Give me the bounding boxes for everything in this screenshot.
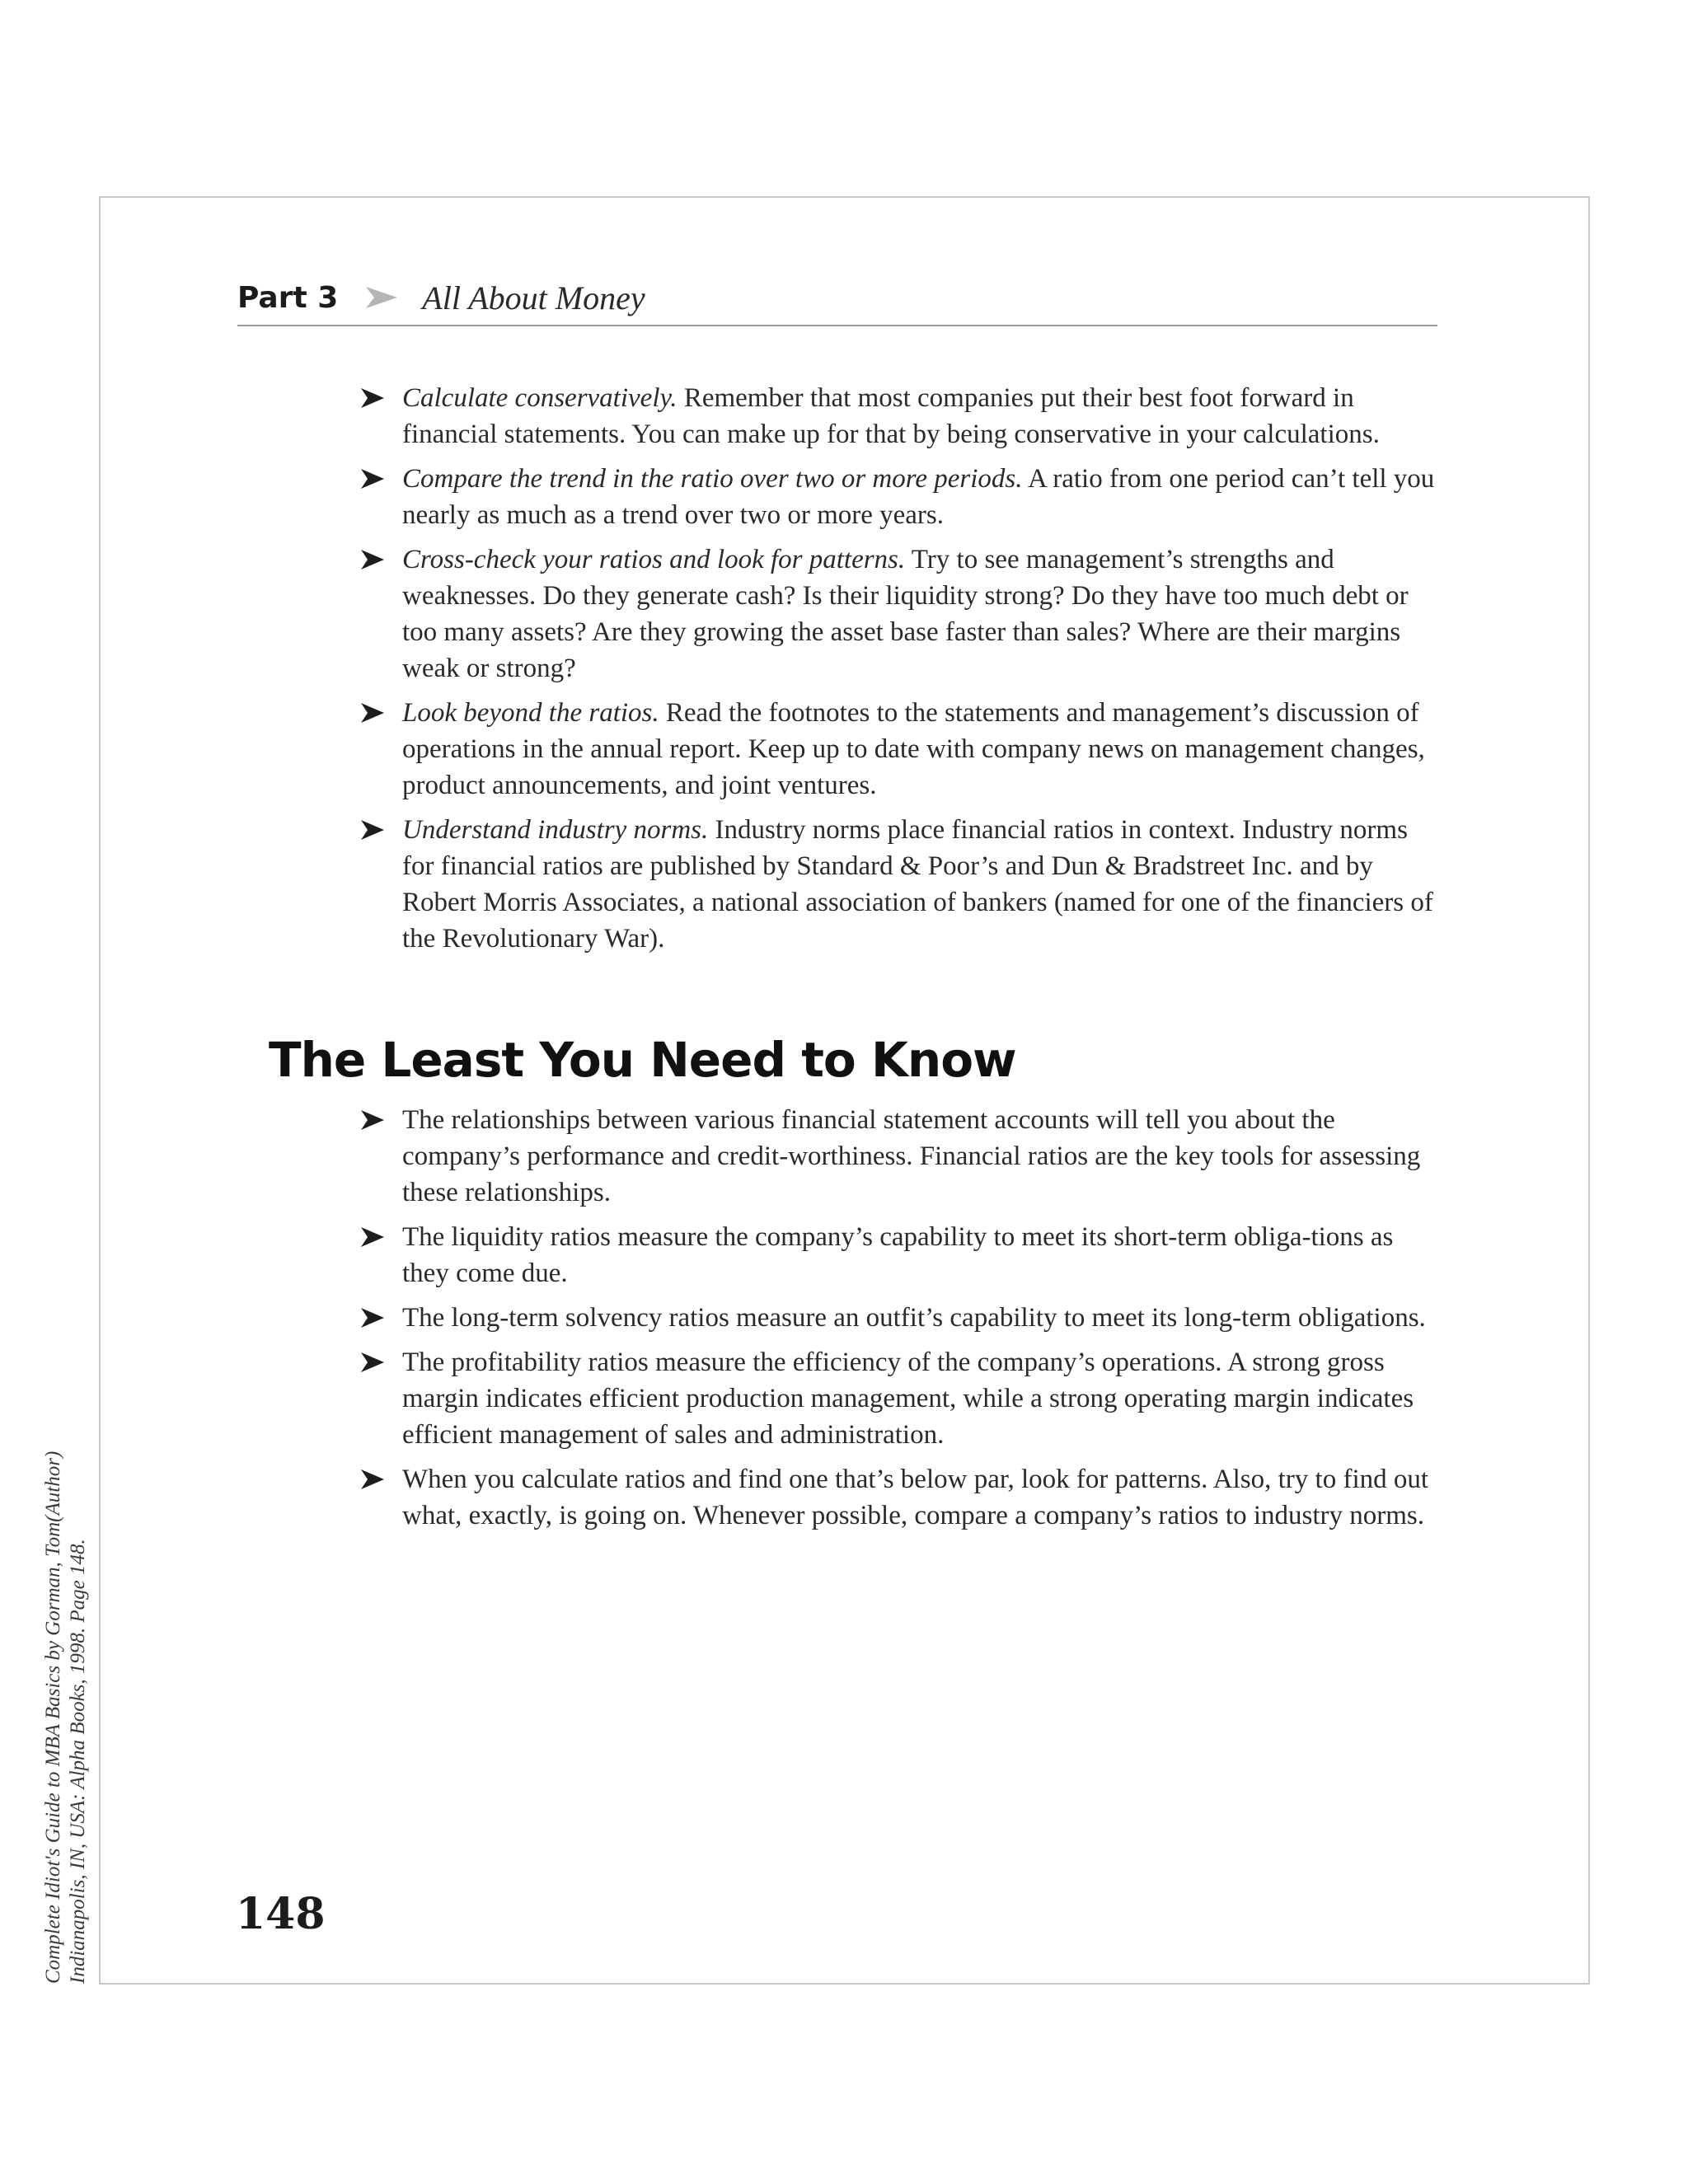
item-body: The long-term solvency ratios measure an outfit’s capability to meet its long-term obligations.	[402, 1303, 1426, 1333]
list-item	[361, 1344, 1441, 1453]
arrowhead-bullet-icon	[361, 1110, 384, 1130]
list-item	[361, 1461, 1441, 1534]
arrowhead-icon	[366, 287, 397, 308]
item-body: The relationships between various financial statement accounts will tell you about the company’s performance and credit-worthiness. Financial ratios are the key tools for assessing these relationships.	[402, 1105, 1421, 1207]
arrowhead-bullet-icon	[361, 703, 384, 723]
citation-line: Complete Idiot's Guide to MBA Basics by Gorman, Tom(Author)	[42, 1451, 64, 1984]
list-item	[361, 1300, 1441, 1336]
arrowhead-bullet-icon	[361, 1469, 384, 1489]
list-item	[361, 1102, 1441, 1211]
item-body: Try to see management’s strengths and weaknesses. Do they generate cash? Is their liquidity strong? Do they have too much debt or too many assets? Are they growing the asset base faster than sales? Where are their margins weak or strong?	[402, 545, 1409, 683]
list-item	[361, 541, 1441, 687]
arrowhead-bullet-icon	[361, 469, 384, 489]
item-body: Remember that most companies put their best foot forward in financial statements. You can make up for that by being conservative in your calculations.	[402, 383, 1380, 449]
list-item	[361, 695, 1441, 804]
arrowhead-bullet-icon	[361, 550, 384, 569]
summary-list	[361, 1102, 1441, 1542]
tips-list	[361, 380, 1441, 965]
page-number: 148	[236, 1889, 326, 1939]
arrowhead-bullet-icon	[361, 820, 384, 840]
item-lead: Compare the trend in the ratio over two or more periods.	[402, 464, 1023, 494]
item-body: Read the footnotes to the statements and management’s discussion of operations in the annual report. Keep up to date with company news on management changes, product announcements, and joint ventures.	[402, 698, 1425, 800]
item-body: Industry norms place financial ratios in context. Industry norms for financial ratios are published by Standard & Poor’s and Dun & Bradstreet Inc. and by Robert Morris Associates, a national association of bankers (named for one of the financiers of the Revolutionary War).	[402, 815, 1433, 954]
arrowhead-bullet-icon	[361, 1352, 384, 1372]
list-item	[361, 1219, 1441, 1291]
list-item	[361, 380, 1441, 452]
item-lead: Calculate conservatively.	[402, 383, 678, 413]
arrowhead-bullet-icon	[361, 388, 384, 408]
list-item	[361, 461, 1441, 533]
item-lead: Cross-check your ratios and look for patterns.	[402, 545, 906, 574]
source-citation	[41, 1374, 91, 1984]
item-lead: Look beyond the ratios.	[402, 698, 659, 728]
arrowhead-bullet-icon	[361, 1308, 384, 1328]
part-label: Part 3	[237, 280, 339, 315]
arrowhead-bullet-icon	[361, 1227, 384, 1247]
list-item	[361, 812, 1441, 957]
item-lead: Understand industry norms.	[402, 815, 709, 845]
section-heading: The Least You Need to Know	[269, 1032, 1016, 1088]
item-body: The profitability ratios measure the efficiency of the company’s operations. A strong gross margin indicates efficient production management, while a strong operating margin indicates efficient management of sales and administration.	[402, 1347, 1414, 1450]
citation-line: Indianapolis, IN, USA: Alpha Books, 1998. Page 148.	[67, 1539, 89, 1984]
item-body: The liquidity ratios measure the company’s capability to meet its short-term obliga-tions as they come due.	[402, 1222, 1394, 1288]
part-title: All About Money	[422, 279, 645, 316]
item-body: A ratio from one period can’t tell you nearly as much as a trend over two or more years.	[402, 464, 1435, 530]
running-header	[237, 270, 1437, 326]
item-body: When you calculate ratios and find one that’s below par, look for patterns. Also, try to find out what, exactly, is going on. Whenever possible, compare a company’s ratios to industry norms.	[402, 1465, 1429, 1530]
